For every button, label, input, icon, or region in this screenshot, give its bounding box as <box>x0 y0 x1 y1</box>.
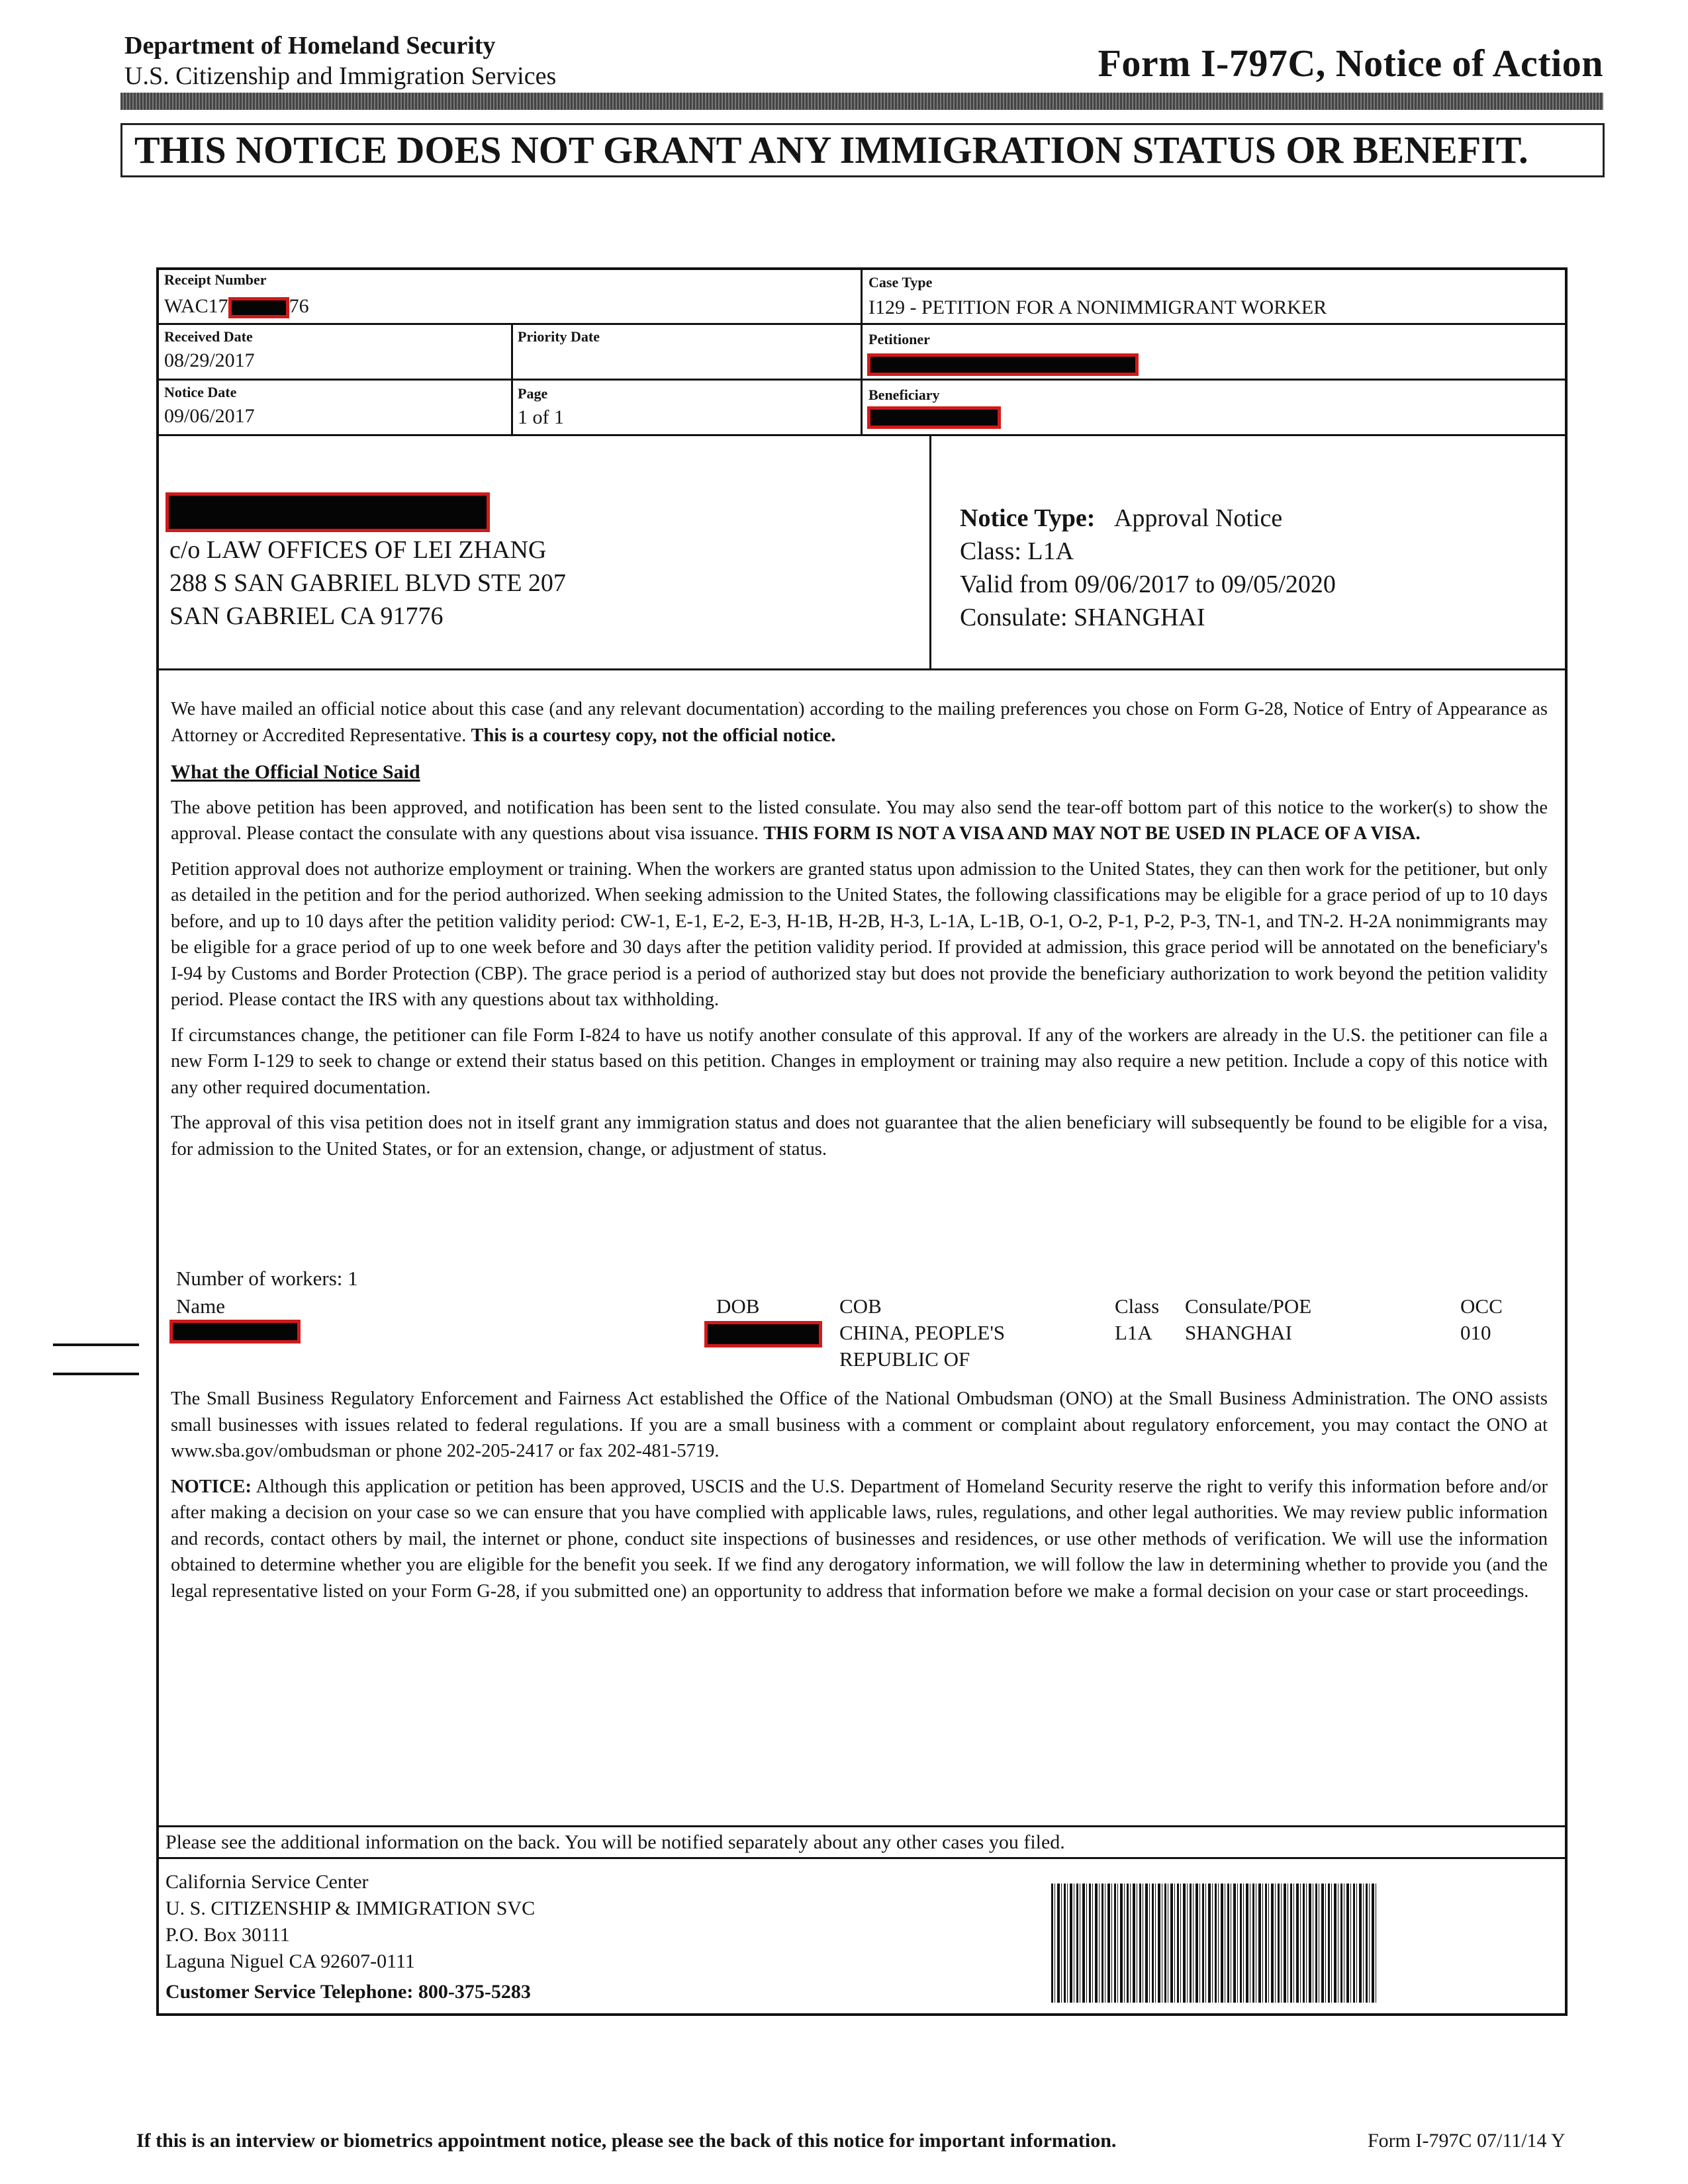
footer-note: If this is an interview or biometrics appointment notice, please see the back of this notice for important information. <box>136 2130 1117 2152</box>
address-divider <box>929 434 931 670</box>
notice-validity: Valid from 09/06/2017 to 09/05/2020 <box>960 570 1336 598</box>
intro-bold: This is a courtesy copy, not the official notice. <box>471 725 836 746</box>
worker-class-header: Class <box>1115 1295 1160 1318</box>
paragraph-approval-text: The above petition has been approved, and notification has been sent to the listed consulate. You may also send the tear-off bottom part of this notice to the worker(s) to show the approval. Please contact the consulate with any questions about visa issuance. <box>171 797 1548 844</box>
case-grid-hline-2 <box>156 379 1565 381</box>
address-line3: SAN GABRIEL CA 91776 <box>169 602 444 630</box>
lower-body-text <box>171 1386 1548 1614</box>
paragraph-disclaimer: The approval of this visa petition does not in itself grant any immigration status and does not guarantee that the alien beneficiary will subsequently be found to be eligible for a visa, for admission to the United States, or for an extension, change, or adjustment of status. <box>171 1113 1548 1160</box>
service-center-line4: Laguna Niguel CA 92607-0111 <box>165 1950 415 1972</box>
service-center-address <box>165 1869 535 2005</box>
worker-occ: 010 <box>1460 1321 1491 1344</box>
address-line2: 288 S SAN GABRIEL BLVD STE 207 <box>169 569 566 597</box>
paragraph-approval <box>171 795 1548 847</box>
worker-name-header: Name <box>176 1295 226 1318</box>
received-date-label: Received Date <box>164 328 253 345</box>
additional-info-top-rule <box>156 1825 1565 1827</box>
worker-cob-line1: CHINA, PEOPLE'S <box>839 1321 1006 1344</box>
header-rule <box>120 93 1603 110</box>
verification-notice-label: NOTICE: <box>171 1476 252 1497</box>
notice-consulate: Consulate: SHANGHAI <box>960 604 1205 631</box>
worker-dob-header: DOB <box>716 1295 760 1318</box>
received-date: 08/29/2017 <box>164 349 255 371</box>
worker-class: L1A <box>1115 1321 1152 1344</box>
notice-type-line <box>960 502 1336 535</box>
case-grid-hline-1 <box>156 323 1565 325</box>
paragraph-employment: Petition approval does not authorize employment or training. When the workers are granted status upon admission to the United States, they can then work for the petitioner, but only as detailed in the petition and for the period authorized. When seeking admission to the United States, the following classifications may be eligible for a grace period of up to 10 days before, and up to 10 days after the petition validity period: CW-1, E-1, E-2, E-3, H-1B, H-2B, H-3, L-1A, L-1B, O-1, O-2, P-1, P-2, P-3, TN-1, and TN-2. H-2A nonimmigrants may be eligible for a grace period of up to one week before and 30 days after the petition validity period. If provided at admission, this grace period will be annotated on the beneficiary's I-94 by Customs and Border Protection (CBP). The grace period is a period of authorized stay but does not provide the beneficiary authorization to work beyond the petition validity period. Please contact the IRS with any questions about tax withholding. <box>171 858 1548 1010</box>
receipt-suffix: 76 <box>289 295 309 317</box>
agency-line1: Department of Homeland Security <box>124 32 496 60</box>
form-title: Form I-797C, Notice of Action <box>1098 42 1603 85</box>
agency-header <box>124 30 556 91</box>
paragraph-approval-bold: THIS FORM IS NOT A VISA AND MAY NOT BE USED IN PLACE OF A VISA. <box>763 823 1421 844</box>
section-header: What the Official Notice Said <box>171 761 420 783</box>
notice-type-value: Approval Notice <box>1113 504 1283 532</box>
customer-service-phone: Customer Service Telephone: 800-375-5283 <box>165 1981 531 2003</box>
worker-cob-header: COB <box>839 1295 882 1318</box>
notice-date: 09/06/2017 <box>164 405 255 427</box>
priority-date-label: Priority Date <box>518 328 600 345</box>
status-banner: THIS NOTICE DOES NOT GRANT ANY IMMIGRATION STATUS OR BENEFIT. <box>120 123 1605 177</box>
page-number: 1 of 1 <box>518 406 564 428</box>
additional-info: Please see the additional information on the back. You will be notified separately about any other cases you filed. <box>165 1831 1065 1853</box>
notice-summary <box>960 502 1336 634</box>
intro-paragraph <box>171 696 1548 749</box>
beneficiary-redaction <box>867 406 1001 429</box>
body-text <box>171 696 1548 1171</box>
service-center-line3: P.O. Box 30111 <box>165 1924 290 1946</box>
beneficiary-label: Beneficiary <box>868 387 940 403</box>
page-label: Page <box>518 385 548 402</box>
sbrefa-paragraph: The Small Business Regulatory Enforcement and Fairness Act established the Office of the National Ombudsman (ONO) at the Small Business Administration. The ONO assists small businesses with issues related to federal regulations. If you are a small business with a comment or complaint about regulatory enforcement, you may contact the ONO at www.sba.gov/ombudsman or phone 202-205-2417 or fax 202-481-5719. <box>171 1388 1548 1461</box>
addressee-redaction <box>165 492 490 532</box>
address-bottom-rule <box>156 668 1565 670</box>
receipt-label: Receipt Number <box>164 271 267 288</box>
receipt-number <box>164 295 309 318</box>
service-center-line1: California Service Center <box>165 1871 369 1893</box>
worker-cob <box>839 1320 1005 1373</box>
mailing-address <box>169 533 566 633</box>
worker-name-redaction <box>169 1320 301 1343</box>
petitioner-label: Petitioner <box>868 331 930 347</box>
service-center-line2: U. S. CITIZENSHIP & IMMIGRATION SVC <box>165 1897 536 1919</box>
additional-info-bottom-rule <box>156 1857 1565 1859</box>
worker-cob-line2: REPUBLIC OF <box>839 1347 970 1371</box>
worker-count: Number of workers: 1 <box>176 1267 358 1290</box>
intro-text: We have mailed an official notice about this case (and any relevant documentation) according to the mailing preferences you chose on Form G-28, Notice of Entry of Appearance as Attorney or Accredited Representative. <box>171 699 1548 746</box>
case-type: I129 - PETITION FOR A NONIMMIGRANT WORKER <box>868 296 1327 318</box>
receipt-prefix: WAC17 <box>164 295 228 317</box>
case-grid-vline-right <box>861 267 863 435</box>
petitioner-redaction <box>867 353 1139 376</box>
agency-line2: U.S. Citizenship and Immigration Services <box>124 62 557 90</box>
redaction-box <box>228 297 289 318</box>
case-type-label: Case Type <box>868 274 933 291</box>
tear-off-mark <box>53 1373 139 1375</box>
paragraph-circumstances: If circumstances change, the petitioner can file Form I-824 to have us notify another consulate of this approval. If any of the workers are already in the U.S. the petitioner can file a new Form I-129 to seek to change or extend their status based on this petition. Changes in employment or training may also require a new petition. Include a copy of this notice with any other required documentation. <box>171 1024 1548 1098</box>
barcode <box>1051 1884 1378 2003</box>
worker-dob-redaction <box>704 1321 822 1347</box>
verification-notice <box>171 1474 1548 1605</box>
notice-type-label: Notice Type: <box>960 504 1096 532</box>
case-grid-hline-3 <box>156 434 1565 436</box>
form-revision: Form I-797C 07/11/14 Y <box>1368 2130 1566 2152</box>
tear-off-mark <box>53 1343 139 1346</box>
worker-consulate: SHANGHAI <box>1185 1321 1292 1344</box>
verification-notice-text: Although this application or petition has been approved, USCIS and the U.S. Department of Homeland Security reserve the right to verify this information before and/or after making a decision on your case so we can ensure that you have complied with applicable laws, rules, regulations, and other legal authorities. We may review public information and records, contact others by mail, the internet or phone, conduct site inspections of businesses and residences, or use other methods of verification. We will use the information obtained to determine whether you are eligible for the benefit you seek. If we find any derogatory information, we will follow the law in determining whether to provide you (and the legal representative listed on your Form G-28, if you submitted one) an opportunity to address that information before we make a formal decision on your case or start proceedings. <box>171 1476 1548 1602</box>
worker-consulate-header: Consulate/POE <box>1185 1295 1312 1318</box>
notice-date-label: Notice Date <box>164 384 237 400</box>
worker-occ-header: OCC <box>1460 1295 1503 1318</box>
address-line1: c/o LAW OFFICES OF LEI ZHANG <box>169 536 547 564</box>
notice-class: Class: L1A <box>960 537 1074 565</box>
